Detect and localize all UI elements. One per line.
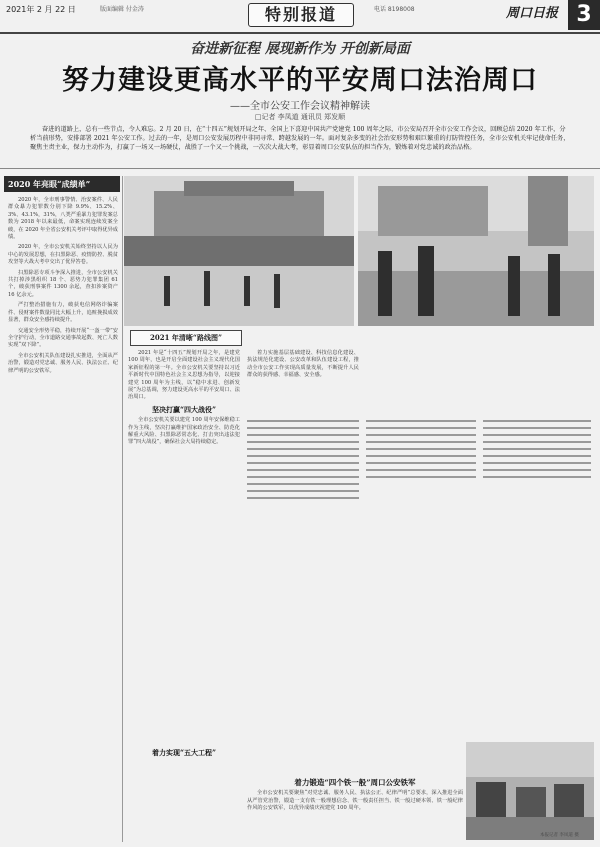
section-heading-battles: 坚决打赢“四大战役” [151, 404, 217, 414]
kicker: 奋进新征程 展现新作为 开创新局面 [190, 41, 410, 57]
body-text-lines [247, 420, 593, 770]
section-title: 特别报道 [248, 3, 354, 27]
sidebar-paragraph: 2020 年，全市刑事警情、治安案件、人民群众暴力犯罪数分别下降 9.9%、15.2%、3%、43.1%，31%，八类严重暴力犯罪发案总数为 2018 年以来最低，命案实现连续发案全破，在 2020 年全省公安机关考评中取得优异成绩。 [8, 197, 118, 241]
photo-credit: 本报记者 李凤道 摄 [540, 833, 579, 838]
office-photo-image [466, 742, 594, 840]
body-column-2 [247, 350, 359, 383]
lead-divider [0, 168, 600, 169]
body-column-bottom [247, 775, 463, 813]
page-number: 3 [568, 0, 600, 30]
flag-ceremony-photo [358, 176, 594, 326]
subtitle: ——全市公安工作会议精神解读 [230, 101, 370, 112]
section-heading-projects: 着力实现“五大工程” [151, 748, 217, 757]
text-line-pattern [247, 420, 591, 499]
body-column-1-bottom [128, 745, 240, 760]
ceremony-photo [124, 176, 354, 326]
body-paragraph: 2021 年是“十四五”规划开局之年，是建党 100 周年，也是开启全面建设社会主义现代化国家新征程的第一年。全市公安机关要坚持以习近平新时代中国特色社会主义思想为指导，以迎接建党 100 周年为主线，以“稳中求进、创新发展”为总基调，努力建设更高水平的平安周口、法治周口。 [128, 350, 240, 401]
office-photo [466, 742, 594, 840]
masthead [0, 0, 600, 33]
contact-phone: 电话 8198008 [374, 6, 415, 13]
flag-ceremony-photo-image [358, 176, 594, 326]
section-heading-iron-army: 着力锻造“四个铁一般”周口公安铁军 [294, 778, 416, 787]
ceremony-photo-image [124, 176, 354, 326]
sidebar-text [8, 197, 118, 378]
sidebar-paragraph: 交通安全形势平稳，持续开展“一盔一带”安全守护行动，全市道路交通事故起数、死亡人数实现“双下降”。 [8, 327, 118, 349]
body-paragraph: 全市公安机关要以建党 100 周年安保维稳工作为主线，坚决打赢维护国家政治安全、防范化解重大风险、扫黑除恶常态化、打击突出违法犯罪“四大战役”，确保社会大局持续稳定。 [128, 417, 240, 446]
sidebar-paragraph: 严打整治措施有力，破获电信网络诈骗案件、侵财案件数量同比大幅上升，追赃挽损成效显著，群众安全感持续提升。 [8, 302, 118, 324]
headline: 努力建设更高水平的平安周口法治周口 [62, 65, 538, 96]
byline: □记者 李凤道 通讯员 郑发顺 [254, 113, 346, 121]
issue-date: 2021年 2 月 22 日 [6, 5, 76, 14]
masthead-rule [0, 32, 600, 34]
body-paragraph: 全市公安机关要聚焦“对党忠诚、服务人民、执法公正、纪律严明”总要求，深入推进全面从严管党治警，锻造一支有铁一般理想信念、铁一般责任担当、铁一般过硬本领、铁一般纪律作风的公安铁军，以优异成绩庆祝建党 100 周年。 [247, 790, 463, 812]
page-editor: 版面编辑 付金涛 [100, 6, 144, 13]
body-paragraph: 着力实施基层基础建设、科技信息化建设、执法规范化建设、公安改革和队伍建设工程，推动全市公安工作实现高质量发展，不断提升人民群众的获得感、幸福感、安全感。 [247, 350, 359, 379]
sidebar-paragraph: 扫黑除恶专项斗争深入推进，全市公安机关共打掉涉黑组织 18 个、恶势力犯罪集团 61 个，破获刑事案件 1300 余起，查扣涉案资产 16 亿余元。 [8, 269, 118, 298]
sidebar-paragraph: 全市公安机关队伍建设扎实推进，全面从严治警，锻造对党忠诚、服务人民、执法公正、纪律严明的公安铁军。 [8, 352, 118, 374]
sidebar-title: 2020 年亮眼“成绩单” [4, 176, 120, 192]
body-column-1 [128, 350, 240, 450]
sidebar-paragraph: 2020 年，全市公安机关始终坚持以人民为中心的发展思想，在扫黑除恶、疫情防控、脱贫攻坚等大战大考中交出了优异答卷。 [8, 244, 118, 266]
lead-paragraph: 奋进的道路上，总有一些节点，令人难忘。2 月 20 日，在“十四五”规划开局之年、全国上下喜迎中国共产党建党 100 周年之际，市公安局召开全市公安工作会议，回顾总结 2020 年工作，分析当前形势，安排部署 2021 年公安工作。过去的一年，是周口公安发展历程中非同寻常、跨越发展的一年。面对复杂多变的社会治安形势和艰巨繁重的打防管控任务，全市公安机关牢记使命任务，聚焦主责主业，保力主动作为，打赢了一场又一场硬仗，战胜了一个又一个挑战，一次次大战大考，彰显着周口公安队伍的担当作为，锻炼着对党忠诚的政治品格。 [30, 126, 570, 151]
paper-name: 周口日报 [506, 6, 559, 21]
roadmap-box-title: 2021 年清晰“路线图” [130, 330, 242, 346]
